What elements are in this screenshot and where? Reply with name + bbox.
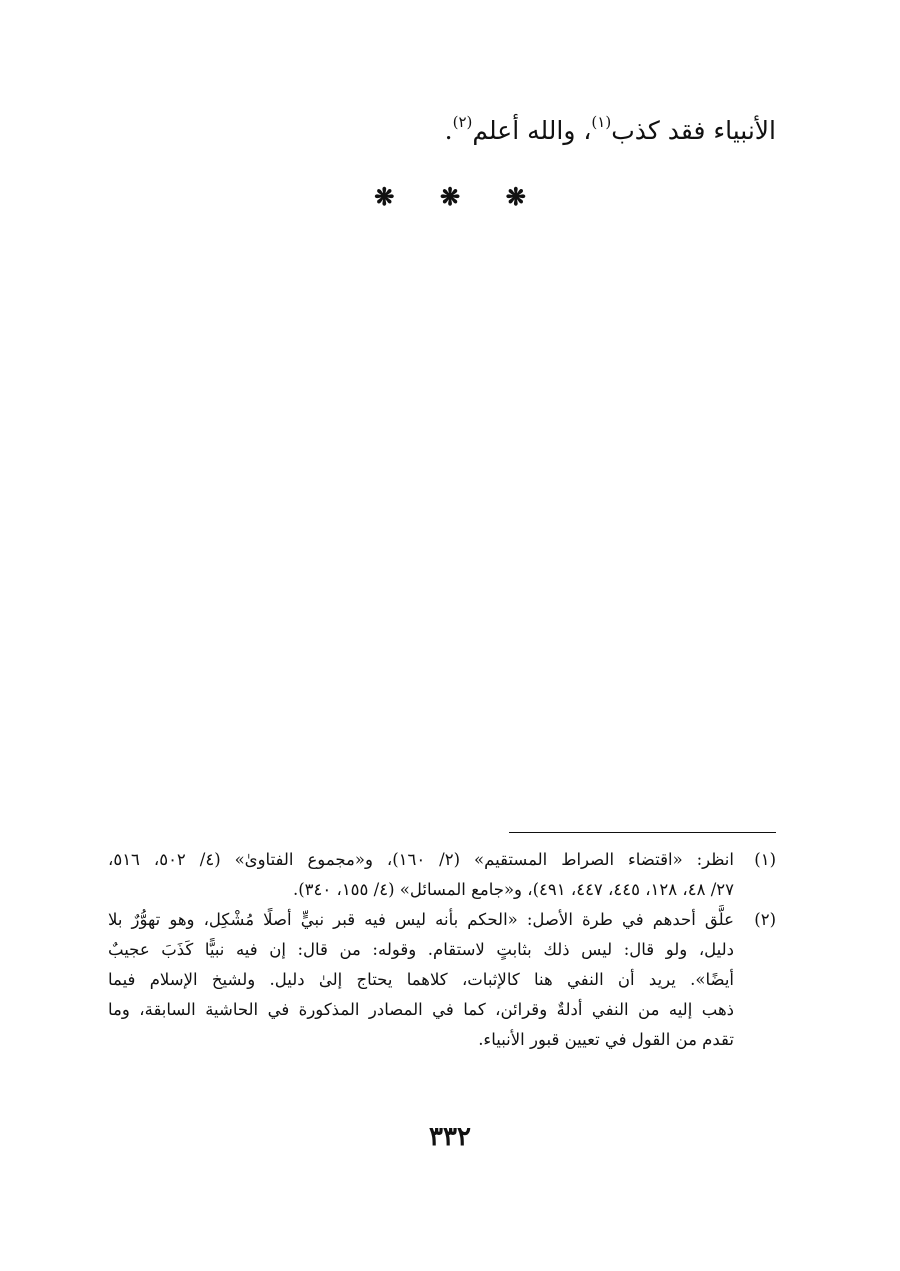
main-text-part-1: الأنبياء فقد كذب bbox=[611, 116, 776, 145]
asterism-icon: ❋ bbox=[505, 182, 526, 211]
footnote-divider bbox=[509, 832, 776, 833]
footnote-ref-2[interactable]: (٢) bbox=[452, 113, 473, 131]
footnotes-section bbox=[108, 845, 776, 1055]
main-text-end: . bbox=[444, 116, 453, 145]
asterism-icon: ❋ bbox=[439, 182, 461, 211]
main-text-part-2: ، والله أعلم bbox=[472, 116, 592, 145]
footnote-line: انظر: «اقتضاء الصراط المستقيم» (٢/ ١٦٠)، و«مجموع الفتاوىٰ» (٤/ ٥٠٢، ٥١٦، bbox=[108, 850, 734, 869]
footnote-line: دليل، ولو قال: ليس ذلك بثابتٍ لاستقام. وقوله: من قال: إن فيه نبيًّا كَذَبَ عجيبٌ bbox=[108, 940, 734, 959]
asterism-icon: ❋ bbox=[374, 182, 395, 211]
footnote-line: أيضًا». يريد أن النفي هنا كالإثبات، كلاهما يحتاج إلىٰ دليل. ولشيخ الإسلام فيما bbox=[108, 970, 734, 989]
footnote-2 bbox=[108, 905, 776, 1055]
footnote-ref-1[interactable]: (١) bbox=[591, 113, 612, 131]
footnote-line: ٢٧/ ٤٨، ١٢٨، ٤٤٥، ٤٤٧، ٤٩١)، و«جامع المسائل» (٤/ ١٥٥، ٣٤٠). bbox=[292, 880, 734, 899]
footnote-text bbox=[108, 845, 734, 905]
footnote-text bbox=[108, 905, 734, 1055]
section-separator bbox=[0, 182, 900, 211]
footnote-line: ذهب إليه من النفي أدلةٌ وقرائن، كما في المصادر المذكورة في الحاشية السابقة، وما bbox=[108, 1000, 734, 1019]
page-number: ٣٣٢ bbox=[429, 1122, 471, 1152]
footnote-number: (١) bbox=[754, 850, 776, 869]
footnote-line: تقدم من القول في تعيين قبور الأنبياء. bbox=[478, 1030, 734, 1049]
footnote-1 bbox=[108, 845, 776, 905]
main-text-line bbox=[124, 108, 776, 154]
footnote-line: علَّق أحدهم في طرة الأصل: «الحكم بأنه ليس فيه قبر نبيٍّ أصلًا مُشْكِل، وهو تهوُّرٌ بلا bbox=[108, 910, 734, 929]
footnote-number: (٢) bbox=[754, 910, 776, 929]
